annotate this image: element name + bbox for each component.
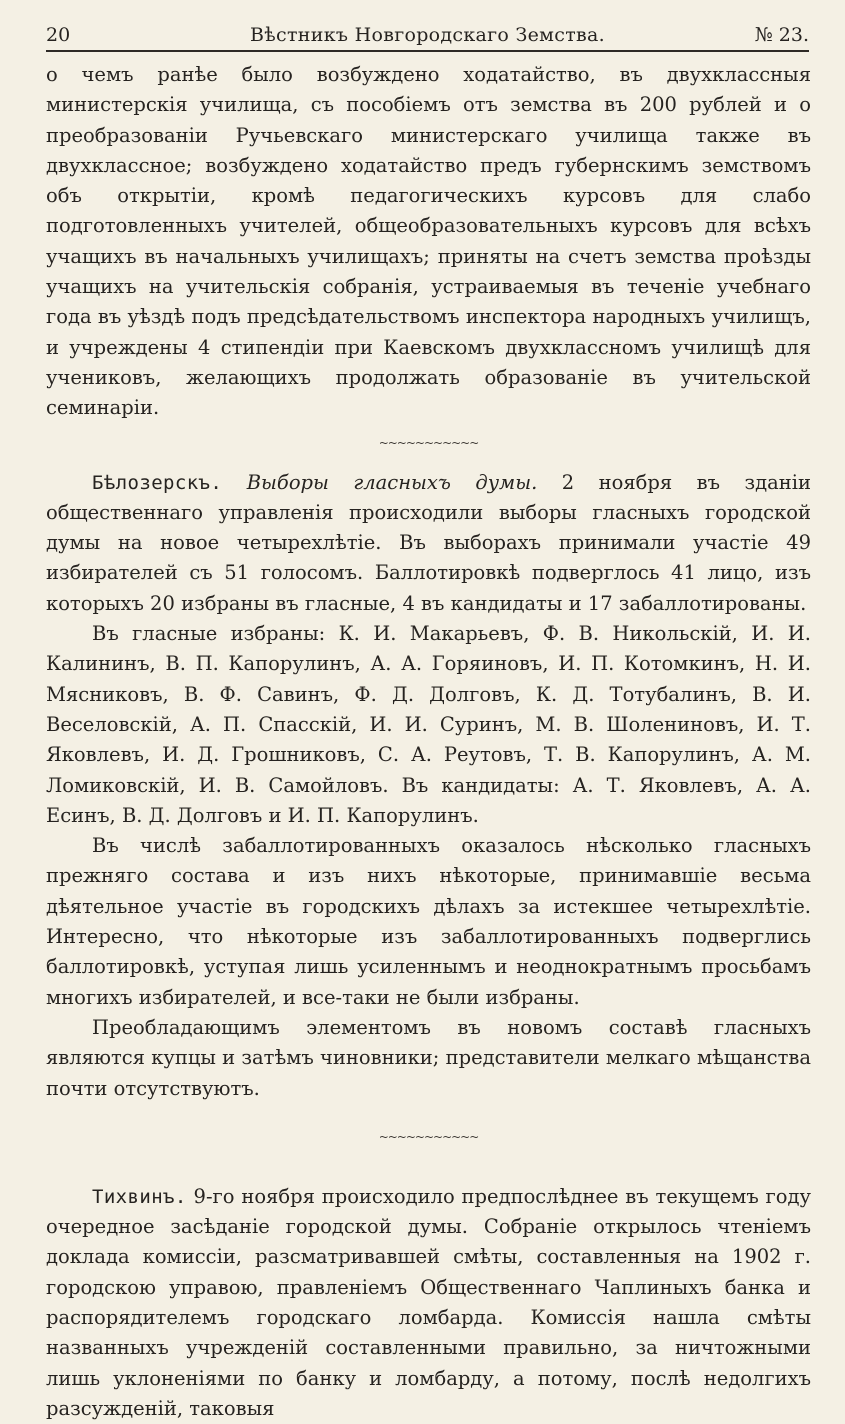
- section-subtitle: Выборы гласныхъ думы.: [246, 470, 538, 494]
- journal-title: Вѣстникъ Новгородскаго Земства.: [250, 24, 605, 46]
- continued-paragraph: о чемъ ранѣе было возбуждено ходатайство, въ двухклассныя министерскія училища, съ пособіемъ отъ земства въ 200 рублей и о преобразованіи Ручьевскаго министерскаго училища также въ двухклассное; возбуждено ходатайство предъ губернскимъ земствомъ объ открытіи, кромѣ педагогическихъ курсовъ для слабо подготовленныхъ учителей, общеобразовательныхъ курсовъ для всѣхъ учащихъ въ начальныхъ училищахъ; приняты на счетъ земства проѣзды учащихъ на учительскія собранія, устраиваемыя въ теченіе учебнаго года въ уѣздѣ подъ предсѣдательствомъ инспектора народныхъ училищъ, и учреждены 4 стипендіи при Каевскомъ двухклассномъ училищѣ для учениковъ, желающихъ продолжать образованіе въ учительской семинаріи.: [46, 63, 811, 420]
- section-separator: ~~~~~~~~~~~: [378, 1129, 479, 1144]
- page-header: [46, 20, 809, 52]
- spacer: [46, 1170, 811, 1182]
- article-body: [46, 60, 811, 1424]
- section-separator: ~~~~~~~~~~~: [378, 435, 479, 450]
- belozersk-text: 2 ноября въ зданіи общественнаго управленія происходили выборы гласныхъ городской думы на новое четырехлѣтіе. Въ выборахъ принимали участіе 49 избирателей съ 51 голосомъ. Баллотировкѣ подверглось 41 лицо, изъ которыхъ 20 избраны въ гласные, 4 въ кандидаты и 17 забаллотированы.: [46, 470, 811, 615]
- elected-list-paragraph: Въ гласные избраны: К. И. Макарьевъ, Ф. В. Никольскій, И. И. Калининъ, В. П. Капорулинъ, А. А. Горяиновъ, И. П. Котомкинъ, Н. И. Мясниковъ, В. Ф. Савинъ, Ф. Д. Долговъ, К. Д. Тотубалинъ, В. И. Веселовскій, А. П. Спасскій, И. И. Суринъ, М. В. Шолениновъ, И. Т. Яковлевъ, И. Д. Грошниковъ, С. А. Реутовъ, Т. В. Капорулинъ, А. М. Ломиковскій, И. В. Самойловъ. Въ кандидаты: А. Т. Яковлевъ, А. А. Есинъ, В. Д. Долговъ и И. П. Капорулинъ.: [46, 622, 811, 827]
- composition-paragraph: Преобладающимъ элементомъ въ новомъ составѣ гласныхъ являются купцы и затѣмъ чиновники; представители мелкаго мѣщанства почти отсутствуютъ.: [46, 1015, 811, 1100]
- balloted-paragraph: Въ числѣ забаллотированныхъ оказалось нѣсколько гласныхъ прежняго состава и изъ нихъ нѣкоторые, принимавшіе весьма дѣятельное участіе въ городскихъ дѣлахъ за истекшее четырехлѣтіе. Интересно, что нѣкоторые изъ забаллотированныхъ подверглись баллотировкѣ, уступая лишь усиленнымъ и неоднократнымъ просьбамъ многихъ избирателей, и все-таки не были избраны.: [46, 834, 811, 1009]
- place-heading-belozersk: Бѣлозерскъ.: [92, 471, 223, 494]
- belozersk-paragraph: [46, 468, 811, 619]
- issue-number: № 23.: [754, 24, 809, 46]
- page-number: 20: [46, 24, 71, 46]
- place-heading-tikhvin: Тихвинъ.: [92, 1185, 187, 1208]
- tikhvin-text: 9-го ноября происходило предпослѣднее въ текущемъ году очередное засѣданіе городской думы. Собраніе открылось чтеніемъ доклада комиссіи, разсматривавшей смѣты, составленныя на 1902 г. городскою управою, правленіемъ Общественнаго Чаплиныхъ банка и распорядителемъ городскаго ломбарда. Комиссія нашла смѣты названныхъ учрежденій составленными правильно, за ничтожными лишь уклоненіями по банку и ломбарду, а потому, послѣ недолгихъ разсужденій, таковыя: [46, 1184, 811, 1420]
- tikhvin-paragraph: [46, 1182, 811, 1424]
- spacer: [46, 460, 811, 468]
